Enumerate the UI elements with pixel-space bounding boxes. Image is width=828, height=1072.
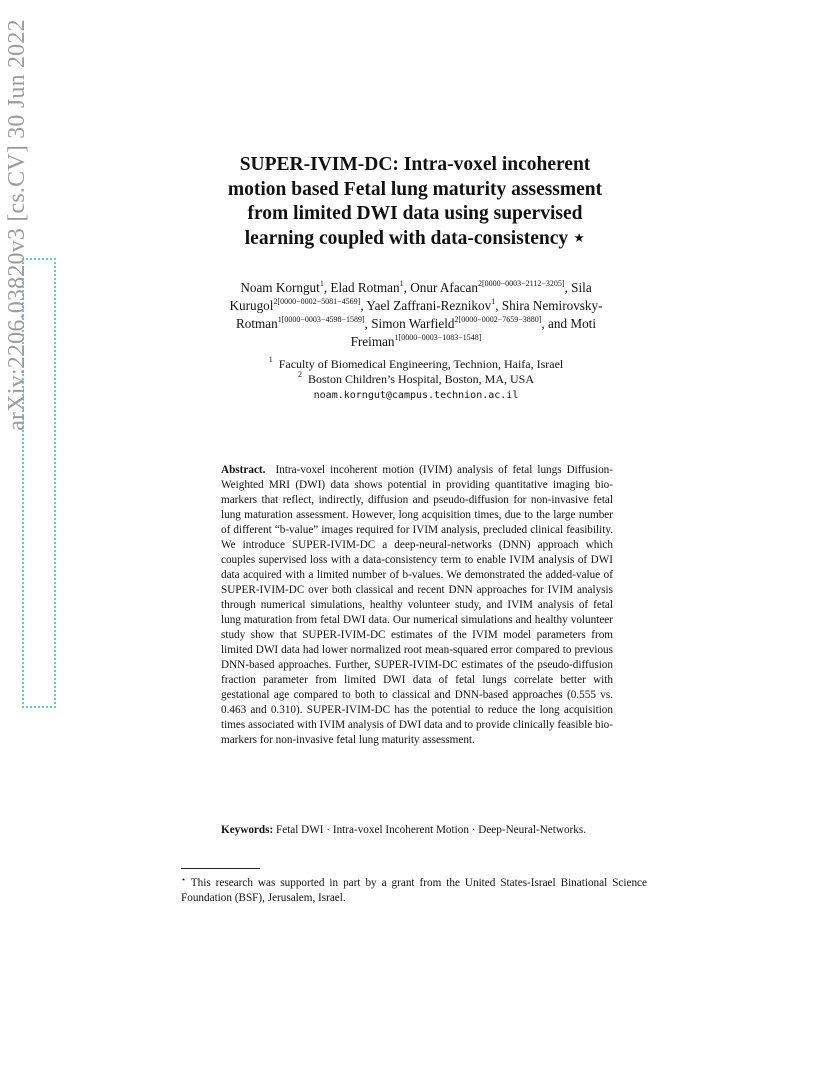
email-address: noam.korngut@campus.technion.ac.il <box>313 390 519 401</box>
author-orcid-mark: 1[0000−0003−4598−1589] <box>277 315 365 324</box>
author-name: , Sila Kurugol <box>229 280 592 313</box>
author-list <box>196 279 636 351</box>
abstract-text: Intra-voxel incoherent motion (IVIM) analysis of fetal lungs Diffusion-Weighted MRI (DWI) data shows potential in providing quantitative imaging bio-markers that reflect, indirectly, diffusion and pseudo-diffusion for non-invasive fetal lung maturation assessment. However, long acquisition times, due to the large number of different “b-value” images required for IVIM analysis, precluded clinical feasibility. We introduce SUPER-IVIM-DC a deep-neural-networks (DNN) approach which couples supervised loss with a data-consistency term to enable IVIM analysis of DWI data acquired with a limited number of b-values. We demonstrated the added-value of SUPER-IVIM-DC over both classical and recent DNN approaches for IVIM analysis through numerical simulations, healthy volunteer study, and IVIM analysis of fetal lung maturation from fetal DWI data. Our numerical simulations and healthy volunteer study show that SUPER-IVIM-DC estimates of the IVIM model parameters from limited DWI data had lower normalized root mean-squared error compared to previous DNN-based approaches. Further, SUPER-IVIM-DC estimates of the pseudo-diffusion fraction parameter from limited DWI data of fetal lungs correlate better with gestational age compared to both to classical and DNN-based approaches (0.555 vs. 0.463 and 0.310). SUPER-IVIM-DC has the potential to reduce the long acquisition times associated with IVIM analysis of DWI data and to provide clinically feasible bio-markers for non-invasive fetal lung maturity assessment. <box>221 464 613 746</box>
keywords-label: Keywords: <box>221 824 274 836</box>
arxiv-identifier[interactable]: arXiv:2206.03820v3 [cs.CV] 30 Jun 2022 <box>4 19 30 431</box>
footnote-rule <box>181 868 260 869</box>
footnote <box>181 872 647 906</box>
title-footnote-star: ⋆ <box>573 227 586 249</box>
author-name: , and Moti Freiman <box>350 316 596 349</box>
footnote-star: ⋆ <box>181 875 187 884</box>
footnote-text: This research was supported in part by a grant from the United States-Israel Binational Science Foundation (BSF), Jerusalem, Israel. <box>181 877 647 904</box>
author-affiliation-mark: 1 <box>491 297 496 306</box>
abstract <box>221 463 613 748</box>
author-orcid-mark: 2[0000−0002−7659−3880] <box>454 315 542 324</box>
author-name: , Shira Nemirovsky-Rotman <box>235 298 603 331</box>
author-orcid-mark: 2[0000−0003−2112−3205] <box>477 279 565 288</box>
author-affiliation-mark: 1 <box>399 279 404 288</box>
author-name: , Onur Afacan <box>403 280 478 295</box>
title-line-3: from limited DWI data using supervised <box>247 203 583 224</box>
contact-email <box>196 387 636 403</box>
affiliation-1-text: Faculty of Biomedical Engineering, Technion, Haifa, Israel <box>278 357 564 371</box>
affiliation-2-number: 2 <box>297 370 302 379</box>
author-orcid-mark: 2[0000−0002−5081−4569] <box>273 297 361 306</box>
title-line-4 <box>180 227 650 252</box>
title-line-4-text: learning coupled with data-consistency <box>244 227 569 249</box>
author-name: , Simon Warfield <box>364 316 455 331</box>
title-line-1: SUPER-IVIM-DC: Intra-voxel incoherent <box>239 154 591 175</box>
paper-title <box>180 153 650 251</box>
keywords-text: Fetal DWI · Intra-voxel Incoherent Motion · Deep-Neural-Networks. <box>276 824 587 836</box>
affiliation-1 <box>196 357 636 372</box>
author-orcid-mark: 1[0000−0003−1083−1548] <box>394 333 482 342</box>
author-affiliation-mark: 1 <box>319 279 324 288</box>
affiliation-2-text: Boston Children’s Hospital, Boston, MA, USA <box>307 372 535 386</box>
author-name: , Yael Zaffrani-Reznikov <box>360 298 492 313</box>
title-line-2: motion based Fetal lung maturity assessment <box>227 178 603 200</box>
author-name: , Elad Rotman <box>323 280 400 295</box>
affiliation-2 <box>196 372 636 387</box>
affiliation-1-number: 1 <box>268 355 273 364</box>
keywords <box>221 823 613 838</box>
abstract-label: Abstract. <box>221 464 266 476</box>
author-name: Noam Korngut <box>240 280 320 295</box>
affiliations <box>196 357 636 403</box>
